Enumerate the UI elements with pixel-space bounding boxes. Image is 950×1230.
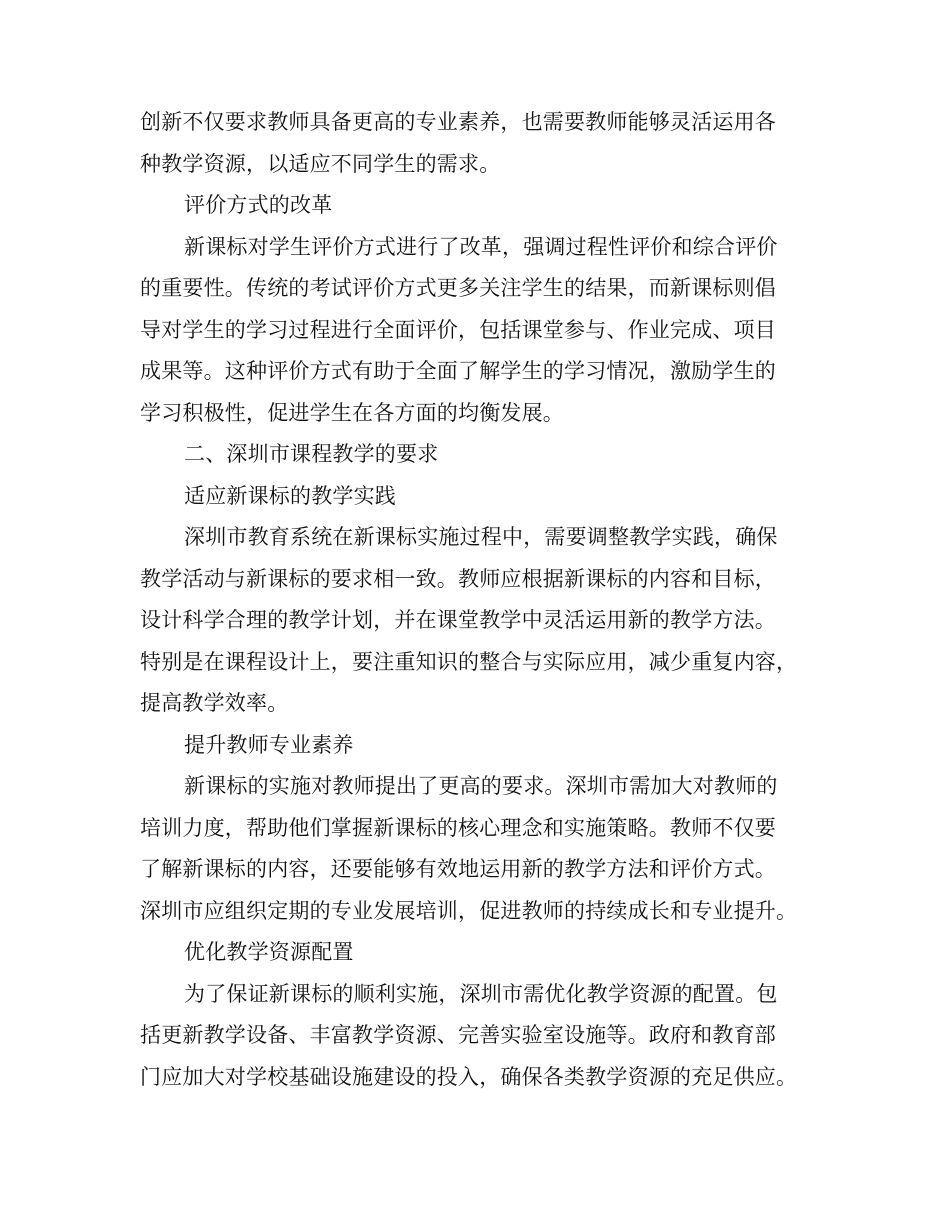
text-line: 种教学资源，以适应不同学生的需求。: [140, 151, 501, 176]
text-line: 特别是在课程设计上，要注重知识的整合与实际应用，减少重复内容，: [140, 649, 798, 674]
text-line: 培训力度，帮助他们掌握新课标的核心理念和实施策略。教师不仅要: [140, 815, 776, 840]
text-line: 教学活动与新课标的要求相一致。教师应根据新课标的内容和目标，: [140, 566, 776, 591]
text-line: 了解新课标的内容，还要能够有效地运用新的教学方法和评价方式。: [140, 857, 776, 881]
text-line: 成果等。这种评价方式有助于全面了解学生的学习情况，激励学生的: [140, 359, 776, 383]
text-line: 导对学生的学习过程进行全面评价，包括课堂参与、作业完成、项目: [140, 317, 776, 342]
text-line: 深圳市教育系统在新课标实施过程中，需要调整教学实践，确保: [184, 525, 778, 549]
text-line: 新课标对学生评价方式进行了改革，强调过程性评价和综合评价: [184, 234, 778, 259]
text-line: 的重要性。传统的考试评价方式更多关注学生的结果，而新课标则倡: [140, 276, 776, 300]
text-line: 括更新教学设备、丰富教学资源、完善实验室设施等。政府和教育部: [140, 1023, 776, 1047]
document-body: [140, 102, 840, 1098]
text-line: 二、深圳市课程教学的要求: [184, 442, 439, 466]
text-line: 学习积极性，促进学生在各方面的均衡发展。: [140, 400, 564, 425]
text-line: 新课标的实施对教师提出了更高的要求。深圳市需加大对教师的: [184, 774, 778, 798]
text-line: 为了保证新课标的顺利实施，深圳市需优化教学资源的配置。包: [184, 981, 778, 1006]
text-line: 深圳市应组织定期的专业发展培训，促进教师的持续成长和专业提升。: [140, 898, 798, 923]
text-line: 提升教师专业素养: [184, 732, 354, 757]
text-line: 适应新课标的教学实践: [184, 483, 396, 508]
text-line: 门应加大对学校基础设施建设的投入，确保各类教学资源的充足供应。: [140, 1064, 798, 1089]
text-line: 评价方式的改革: [184, 193, 333, 217]
text-line: 设计科学合理的教学计划，并在课堂教学中灵活运用新的教学方法。: [140, 608, 776, 632]
text-line: 提高教学效率。: [140, 691, 289, 715]
text-line: 优化教学资源配置: [184, 940, 354, 964]
text-line: 创新不仅要求教师具备更高的专业素养，也需要教师能够灵活运用各: [140, 110, 776, 134]
